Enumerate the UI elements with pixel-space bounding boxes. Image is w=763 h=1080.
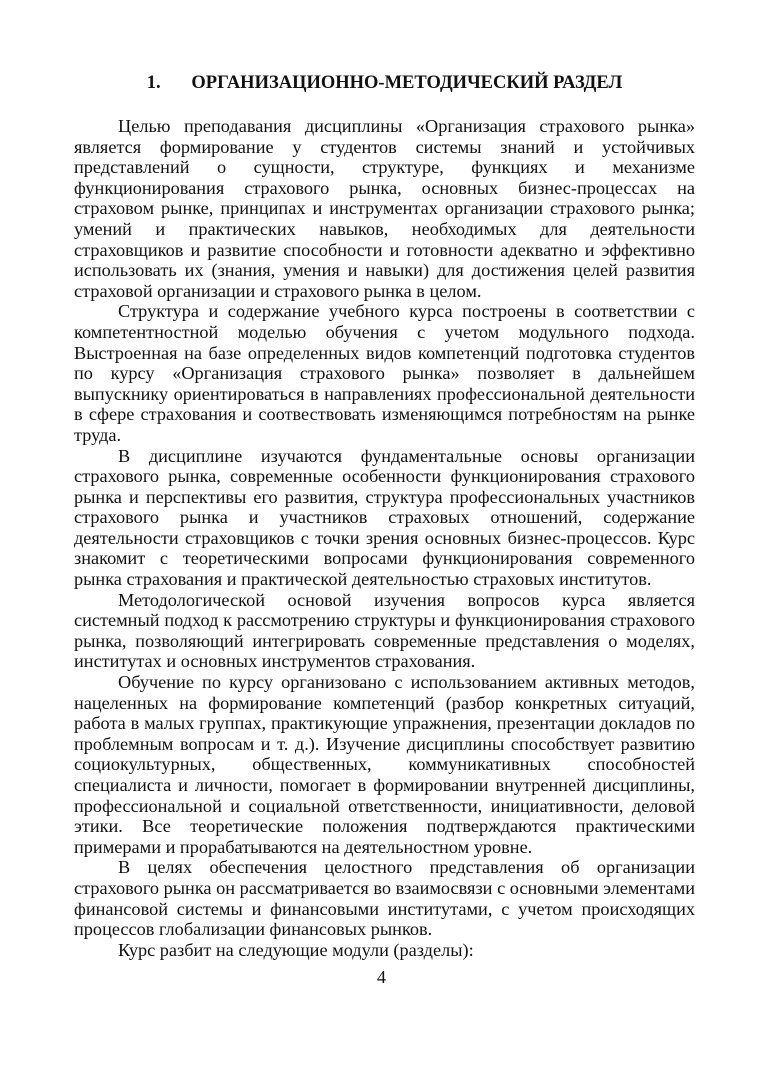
paragraph-content: В дисциплине изучаются фундаментальные основы организации страхового рынка, современные особенности функционирования страхового рынка и перспективы его развития, структура профессиональных участников страхового рынка и участников страховых отношений, содержание деятельности страховщиков с точки зрения основных бизнес-процессов. Курс знакомит с теоретическими вопросами функционирования современного рынка страхования и практической деятельностью страховых институтов. [74,445,695,590]
paragraph-modules-intro: Курс разбит на следующие модули (разделы): [118,939,474,960]
paragraph-methodology: Методологической основой изучения вопросов курса является системный подход к рассмотрению структуры и функционирования страхового рынка, позволяющий интегрировать современные представления о моделях, институтах и основных инструментов страхования. [74,589,695,672]
section-heading [74,70,695,96]
paragraph-teaching-methods: Обучение по курсу организовано с использованием активных методов, нацеленных на формирование компетенций (разбор конкретных ситуаций, работа в малых группах, практикующие упражнения, презентации докладов по проблемным вопросам и т. д.). Изучение дисциплины способствует развитию социокультурных, общественных, коммуникативных способностей специалиста и личности, помогает в формировании внутренней дисциплины, профессиональной и социальной ответственности, инициативности, деловой этики. Все теоретические положения подтверждаются практическими примерами и прорабатываются на деятельностном уровне. [74,672,695,857]
section-number: 1. [146,73,161,93]
paragraph-purpose: Целью преподавания дисциплины «Организация страхового рынка» является формирование у студентов системы знаний и устойчивых представлений о сущности, структуре, функциях и механизме функционирования страхового рынка, основных бизнес-процессах на страховом рынке, принципах и инструментах организации страхового рынка; умений и практических навыков, необходимых для деятельности страховщиков и развитие способности и готовности адекватно и эффективно использовать их (знания, умения и навыки) для достижения целей развития страховой организации и страхового рынка в целом. [74,116,695,301]
paragraph-context: В целях обеспечения целостного представления об организации страхового рынка он рассматривается во взаимосвязи с основными элементами финансовой системы и финансовыми институтами, с учетом происходящих процессов глобализации финансовых рынков. [74,857,695,940]
page-number: 4 [376,967,387,987]
section-title: ОРГАНИЗАЦИОННО-МЕТОДИЧЕСКИЙ РАЗДЕЛ [191,73,623,93]
paragraph-structure: Структура и содержание учебного курса построены в соответствии с компетентностной моделью обучения с учетом модульного подхода. Выстроенная на базе определенных видов компетенций подготовка студентов по курсу «Организация страхового рынка» позволяет в дальнейшем выпускнику ориентироваться в направлениях профессиональной деятельности в сфере страхования и соотвествовать изменяющимся потребностям на рынке труда. [74,301,695,445]
document-page [74,70,695,960]
